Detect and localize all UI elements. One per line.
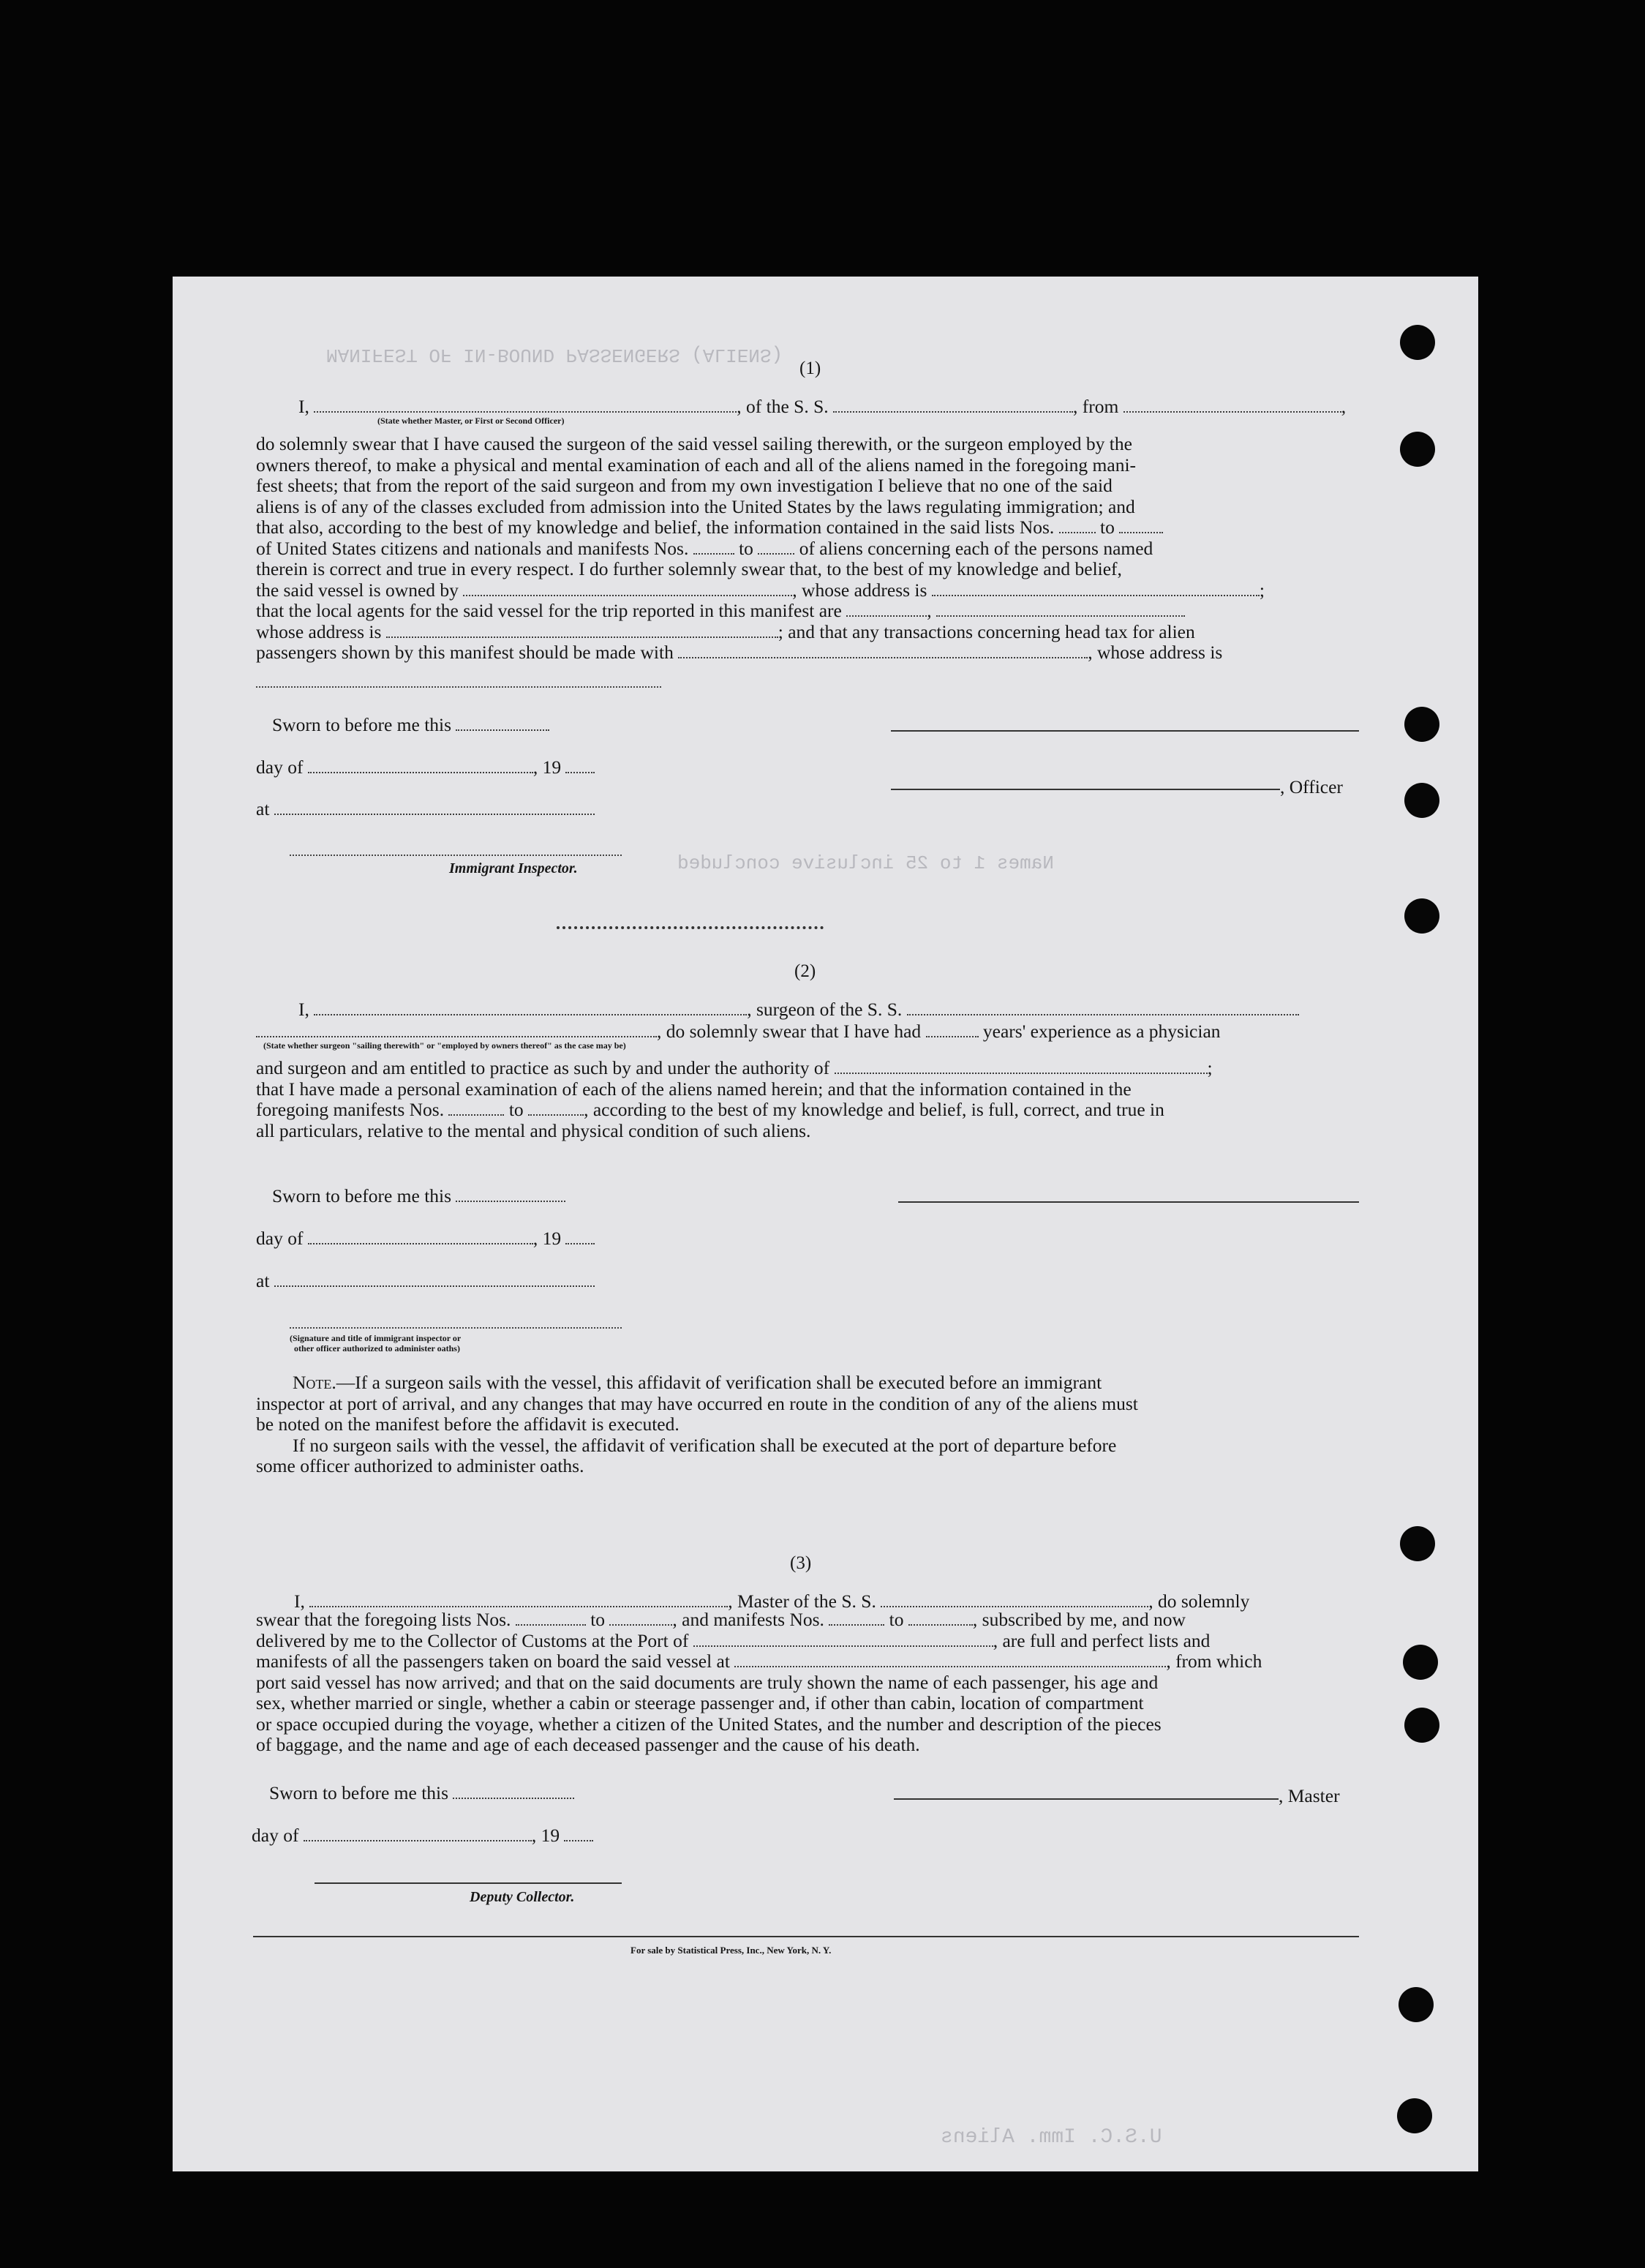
- embarkation-port-field[interactable]: [734, 1653, 1166, 1667]
- oath-line: all particulars, relative to the mental and physical condition of such aliens.: [256, 1119, 811, 1141]
- oath-line: that the local agents for the said vessel for the trip reported in this manifest are ,: [256, 601, 1359, 622]
- at-label-1: at: [256, 798, 595, 820]
- years-field[interactable]: [926, 1023, 979, 1037]
- section-1-first-line: I, , of the S. S. , from ,: [298, 396, 1347, 417]
- section-3-oath-text: [256, 1610, 1359, 1756]
- of-the-ss-label: , of the S. S.: [737, 396, 829, 417]
- deputy-signature-line: [315, 1882, 622, 1884]
- section-2-first-line: I, , surgeon of the S. S.: [298, 999, 1299, 1021]
- oath-line: that I have made a personal examination of each of the aliens named herein; and that the information contained in the: [256, 1078, 1132, 1100]
- oath-line: aliens is of any of the classes excluded from admission into the United States by the laws regulating immigration; and: [256, 495, 1135, 517]
- oath-line: that also, according to the best of my knowledge and belief, the information contained in the said lists Nos. to: [256, 517, 1359, 538]
- officer-label: , Officer: [1280, 776, 1343, 797]
- master-name-field[interactable]: [309, 1593, 728, 1607]
- master-label: , Master: [1279, 1785, 1340, 1806]
- surgeon-manifests-to-field[interactable]: [528, 1101, 584, 1116]
- signature-caption-2: other officer authorized to administer oaths): [294, 1343, 460, 1353]
- head-tax-field[interactable]: [678, 644, 1088, 658]
- oath-line: of United States citizens and nationals and manifests Nos. to of aliens concerning each of the persons named: [256, 537, 1153, 559]
- sworn-date-field-2[interactable]: [456, 1187, 565, 1202]
- manifests-from-field[interactable]: [693, 540, 734, 555]
- year-field-1[interactable]: [565, 759, 595, 773]
- oath-line: sex, whether married or single, whether a cabin or steerage passenger and, if other than cabin, location of compartment: [256, 1692, 1144, 1713]
- surgeon-ship-field[interactable]: [907, 1001, 1299, 1015]
- oath-line: passengers shown by this manifest should be made with , whose address is: [256, 642, 1223, 663]
- day-of-label-3: day of , 19: [252, 1825, 593, 1847]
- oath-line: manifests of all the passengers taken on board the said vessel at , from which: [256, 1651, 1262, 1672]
- bleed-through-line: Names 1 to 25 inclusive concluded: [677, 852, 1054, 874]
- day-of-label-1: day of , 19: [256, 756, 595, 778]
- section-3-number: (3): [790, 1553, 812, 1573]
- agents-field[interactable]: [846, 602, 927, 617]
- footer-rule: [253, 1936, 1359, 1937]
- master-lists-to-field[interactable]: [609, 1611, 672, 1626]
- master-ship-field[interactable]: [881, 1593, 1148, 1607]
- surgeon-status-field[interactable]: [256, 1023, 657, 1037]
- punch-hole: [1399, 1987, 1434, 2022]
- oath-line: of baggage, and the name and age of each deceased passenger and the cause of his death.: [256, 1734, 920, 1755]
- officer-signature-line-2: [891, 789, 1280, 790]
- oath-line: swear that the foregoing lists Nos. to , and manifests Nos. to , subscribed by me, and now: [256, 1609, 1186, 1630]
- punch-hole: [1397, 2098, 1432, 2133]
- note-line: some officer authorized to administer oaths.: [256, 1455, 584, 1476]
- surgeon-manifests-from-field[interactable]: [448, 1101, 504, 1116]
- from-label: , from: [1073, 396, 1119, 417]
- note-line: Note.—If a surgeon sails with the vessel, this affidavit of verification shall be executed before an immigrant: [293, 1372, 1102, 1393]
- oath-line: delivered by me to the Collector of Customs at the Port of , are full and perfect lists and: [256, 1629, 1211, 1651]
- signature-caption-1: (Signature and title of immigrant inspector or: [290, 1333, 462, 1343]
- punch-hole: [1404, 898, 1439, 934]
- oath-line: foregoing manifests Nos. to , according to the best of my knowledge and belief, is full, correct, and true in: [256, 1099, 1164, 1120]
- owner-address-field[interactable]: [932, 582, 1260, 596]
- oath-line: and surgeon and am entitled to practice as such by and under the authority of ;: [256, 1057, 1213, 1078]
- section-separator-dots: [557, 926, 824, 929]
- customs-port-field[interactable]: [693, 1632, 993, 1647]
- officer-caption: (State whether Master, or First or Second Officer): [377, 416, 565, 426]
- ship-name-field[interactable]: [833, 398, 1073, 413]
- at-label-2: at: [256, 1270, 595, 1292]
- officer-signature-line-1: [891, 730, 1359, 732]
- master-manifests-from-field[interactable]: [829, 1611, 884, 1626]
- i-label: I,: [298, 396, 309, 417]
- imprint: For sale by Statistical Press, Inc., New York, N. Y.: [630, 1945, 832, 1956]
- from-port-field[interactable]: [1123, 398, 1341, 413]
- note-line: If no surgeon sails with the vessel, the affidavit of verification shall be executed at the port of departure before: [293, 1434, 1117, 1456]
- note-line: be noted on the manifest before the affidavit is executed.: [256, 1413, 680, 1435]
- oath-line: whose address is ; and that any transactions concerning head tax for alien: [256, 620, 1195, 642]
- surgeon-caption: (State whether surgeon "sailing therewith" or "employed by owners thereof" as the case may be): [263, 1040, 626, 1051]
- section-2-number: (2): [794, 961, 816, 981]
- section-2-second-line: , do solemnly swear that I have had years' experience as a physician: [256, 1021, 1221, 1043]
- punch-hole: [1404, 707, 1439, 742]
- sworn-label-3: Sworn to before me this: [269, 1782, 574, 1804]
- oath-line: or space occupied during the voyage, whether a citizen of the United States, and the number and description of the pieces: [256, 1713, 1162, 1735]
- oath-line: the said vessel is owned by , whose address is ;: [256, 579, 1265, 601]
- oath-line: port said vessel has now arrived; and that on the said documents are truly shown the name of each passenger, his age and: [256, 1671, 1159, 1693]
- month-field-2[interactable]: [308, 1230, 533, 1244]
- month-field-3[interactable]: [304, 1827, 532, 1841]
- day-of-label-2: day of , 19: [256, 1228, 595, 1250]
- bleed-through-bottom: U.S.C. Imm. Aliens: [941, 2126, 1162, 2149]
- punch-hole: [1400, 1526, 1435, 1561]
- oath-line: do solemnly swear that I have caused the surgeon of the said vessel sailing therewith, or the surgeon employed by the: [256, 433, 1132, 454]
- month-field-1[interactable]: [308, 759, 533, 773]
- sworn-label-1: Sworn to before me this: [272, 714, 549, 736]
- section-3-first-line: I, , Master of the S. S. , do solemnly: [294, 1591, 1250, 1612]
- punch-hole: [1403, 1645, 1438, 1680]
- note-line: inspector at port of arrival, and any changes that may have occurred en route in the condition of any of the aliens must: [256, 1392, 1138, 1414]
- place-field-2[interactable]: [274, 1272, 595, 1287]
- section-1-address-line: [256, 686, 661, 688]
- inspector-signature-line: [290, 855, 622, 856]
- manifests-to-field[interactable]: [758, 540, 794, 555]
- deputy-collector-caption: Deputy Collector.: [470, 1889, 575, 1905]
- bleed-through-header: MANIFEST OF IN-BOUND PASSENGERS (ALIENS): [326, 344, 783, 366]
- surgeon-name-field[interactable]: [314, 1001, 747, 1015]
- note-text: [256, 1373, 1359, 1477]
- immigrant-inspector-caption: Immigrant Inspector.: [449, 860, 578, 876]
- surgeon-signature-line: [898, 1201, 1359, 1203]
- sworn-date-field-1[interactable]: [456, 716, 549, 731]
- officer-name-field[interactable]: [314, 398, 737, 413]
- punch-hole: [1400, 325, 1435, 360]
- lists-from-field[interactable]: [1059, 519, 1096, 533]
- section-2-oath-text: [256, 1058, 1359, 1141]
- punch-hole: [1404, 783, 1439, 818]
- lists-to-field[interactable]: [1119, 519, 1163, 533]
- sworn-date-field-3[interactable]: [453, 1784, 574, 1799]
- master-manifests-to-field[interactable]: [908, 1611, 973, 1626]
- oath-officer-signature-line: [290, 1327, 622, 1329]
- year-field-3[interactable]: [564, 1827, 593, 1841]
- oath-line: owners thereof, to make a physical and mental examination of each and all of the aliens named in the foregoing mani-: [256, 454, 1137, 476]
- punch-hole: [1400, 432, 1435, 467]
- year-field-2[interactable]: [565, 1230, 595, 1244]
- punch-hole: [1404, 1708, 1439, 1743]
- section-1-oath-text: [256, 434, 1359, 664]
- oath-line: therein is correct and true in every respect. I do further solemnly swear that, to the best of my knowledge and belief,: [256, 558, 1122, 579]
- owner-field[interactable]: [463, 582, 792, 596]
- section-1-number: (1): [799, 358, 821, 378]
- agents-address-field[interactable]: [386, 623, 778, 638]
- agents-field-2[interactable]: [936, 602, 1185, 617]
- authority-field[interactable]: [835, 1059, 1208, 1074]
- place-field-1[interactable]: [274, 800, 595, 815]
- master-signature-line: [894, 1798, 1279, 1800]
- document-page: [173, 277, 1478, 2171]
- master-lists-from-field[interactable]: [516, 1611, 586, 1626]
- oath-line: fest sheets; that from the report of the said surgeon and from my own investigation I believe that no one of the said: [256, 475, 1113, 496]
- sworn-label-2: Sworn to before me this: [272, 1185, 565, 1207]
